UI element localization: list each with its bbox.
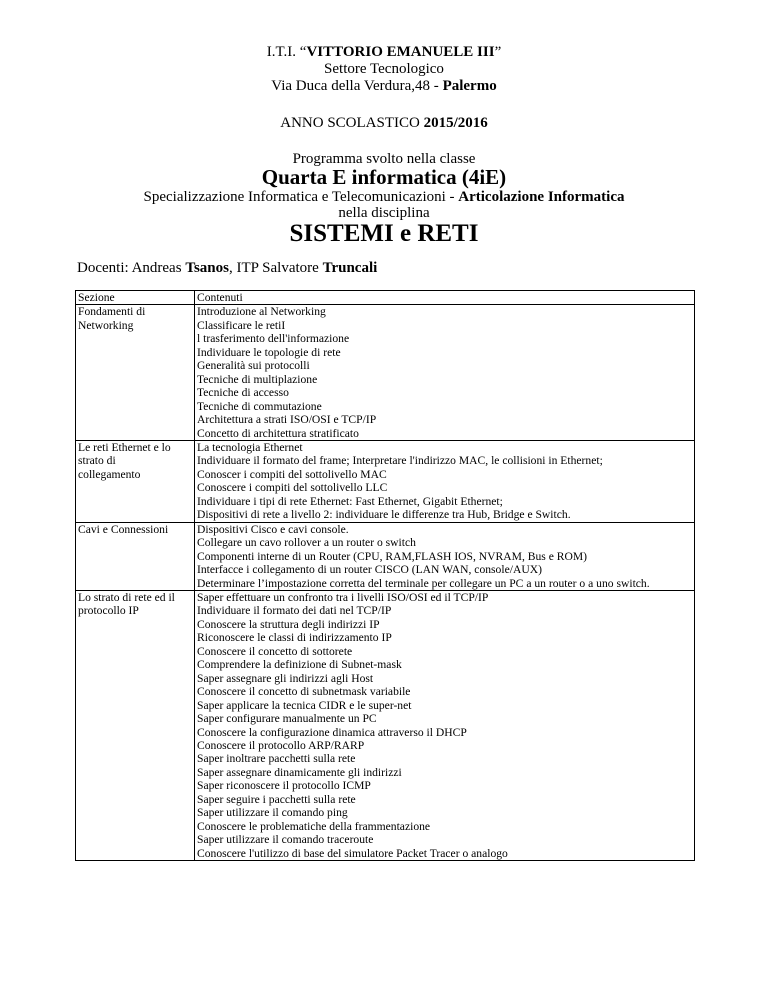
content-item: Individuare le topologie di rete <box>197 345 341 359</box>
address-city: Palermo <box>442 78 497 94</box>
address-line <box>0 78 768 95</box>
content-item: Saper inoltrare pacchetti sulla rete <box>197 752 356 766</box>
section-cell <box>76 590 195 860</box>
school-name: VITTORIO EMANUELE III <box>306 44 495 60</box>
school-year-value: 2015/2016 <box>423 115 488 131</box>
school-year-label: ANNO SCOLASTICO <box>280 115 424 131</box>
header-section-cell: Sezione <box>76 291 195 305</box>
content-item: Saper assegnare dinamicamente gli indirizzi <box>197 765 402 779</box>
content-item: Conoscer i compiti del sottolivello MAC <box>197 467 387 481</box>
content-item: Collegare un cavo rollover a un router o switch <box>197 536 416 550</box>
content-item: Tecniche di commutazione <box>197 399 322 413</box>
content-item: Dispositivi Cisco e cavi console. <box>197 522 349 536</box>
content-item: Conoscere l'utilizzo di base del simulatore Packet Tracer o analogo <box>197 846 508 860</box>
content-item: Riconoscere le classi di indirizzamento IP <box>197 631 392 645</box>
table-row <box>76 440 695 522</box>
content-item: Saper seguire i pacchetti sulla rete <box>197 792 356 806</box>
content-item: Classificare le retiI <box>197 318 286 332</box>
content-item: Introduzione al Networking <box>197 305 326 319</box>
program-table <box>75 290 695 861</box>
content-item: Determinare l’impostazione corretta del terminale per collegare un PC a un router o a uno switch. <box>197 576 650 590</box>
school-suffix: ” <box>494 44 502 60</box>
contents-cell <box>195 440 695 522</box>
content-item: Architettura a strati ISO/OSI e TCP/IP <box>197 413 377 427</box>
content-item: Interfacce i collegamento di un router CISCO (LAN WAN, console/AUX) <box>197 563 542 577</box>
content-item: Saper assegnare gli indirizzi agli Host <box>197 671 374 685</box>
discipline-title: SISTEMI e RETI <box>289 220 479 247</box>
content-item: Conoscere le problematiche della frammentazione <box>197 819 431 833</box>
teachers-middle: , ITP Salvatore <box>228 260 323 276</box>
table-header-row <box>76 291 695 305</box>
section-cell <box>76 305 195 441</box>
content-item: Concetto di architettura stratificato <box>197 426 359 440</box>
content-item: Individuare il formato del frame; Interpretare l'indirizzo MAC, le collisioni in Ethernet; <box>197 454 603 468</box>
content-item: Saper configurare manualmente un PC <box>197 712 377 726</box>
content-item: Tecniche di accesso <box>197 386 289 400</box>
specialization-line <box>0 189 768 206</box>
teachers-line <box>77 260 377 277</box>
content-item: Individuare i tipi di rete Ethernet: Fast Ethernet, Gigabit Ethernet; <box>197 494 503 508</box>
contents-cell <box>195 590 695 860</box>
header-contents-cell: Contenuti <box>195 291 695 305</box>
table-row <box>76 305 695 441</box>
table-row <box>76 590 695 860</box>
content-item: Generalità sui protocolli <box>197 359 310 373</box>
school-year-line <box>0 115 768 132</box>
content-item: Comprendere la definizione di Subnet-mask <box>197 658 402 672</box>
content-item: Saper riconoscere il protocollo ICMP <box>197 779 371 793</box>
specialization-articulation: Articolazione Informatica <box>458 189 625 205</box>
discipline-line: nella disciplina <box>338 205 430 221</box>
teacher1-surname: Tsanos <box>185 260 229 276</box>
section-text: Fondamenti di <box>78 305 146 319</box>
section-text: Le reti Ethernet e lo <box>78 440 171 454</box>
section-text: protocollo IP <box>78 604 139 618</box>
section-text: strato di <box>78 454 116 468</box>
section-cell <box>76 440 195 522</box>
school-line <box>0 44 768 61</box>
content-item: Saper effettuare un confronto tra i livelli ISO/OSI ed il TCP/IP <box>197 590 489 604</box>
address-street: Via Duca della Verdura,48 - <box>271 78 443 94</box>
specialization-prefix: Specializzazione Informatica e Telecomunicazioni - <box>143 189 459 205</box>
content-item: La tecnologia Ethernet <box>197 440 303 454</box>
teachers-prefix: Docenti: Andreas <box>77 260 186 276</box>
content-item: Conoscere il concetto di subnetmask variabile <box>197 685 411 699</box>
section-text: Networking <box>78 318 134 332</box>
content-item: Saper utilizzare il comando ping <box>197 806 348 820</box>
section-cell <box>76 522 195 590</box>
section-text: collegamento <box>78 467 141 481</box>
content-item: Conoscere i compiti del sottolivello LLC <box>197 481 388 495</box>
table-row <box>76 522 695 590</box>
contents-cell <box>195 305 695 441</box>
content-item: Conoscere la configurazione dinamica attraverso il DHCP <box>197 725 467 739</box>
section-text: Lo strato di rete ed il <box>78 590 175 604</box>
contents-cell <box>195 522 695 590</box>
content-item: Tecniche di multiplazione <box>197 372 318 386</box>
content-item: Conoscere il protocollo ARP/RARP <box>197 738 365 752</box>
content-item: Conoscere la struttura degli indirizzi IP <box>197 617 380 631</box>
program-line: Programma svolto nella classe <box>292 151 476 167</box>
content-item: Saper applicare la tecnica CIDR e le super-net <box>197 698 412 712</box>
sector-line: Settore Tecnologico <box>324 61 444 77</box>
content-item: Individuare il formato dei dati nel TCP/IP <box>197 604 392 618</box>
content-item: Conoscere il concetto di sottorete <box>197 644 353 658</box>
content-item: Componenti interne di un Router (CPU, RAM,FLASH IOS, NVRAM, Bus e ROM) <box>197 549 588 563</box>
class-title: Quarta E informatica (4iE) <box>261 165 507 189</box>
content-item: Saper utilizzare il comando traceroute <box>197 833 374 847</box>
section-text: Cavi e Connessioni <box>78 522 169 536</box>
school-prefix: I.T.I. “ <box>266 44 307 60</box>
teacher2-surname: Truncali <box>322 260 378 276</box>
content-item: Dispositivi di rete a livello 2: individuare le differenze tra Hub, Bridge e Switch. <box>197 508 571 522</box>
content-item: l trasferimento dell'informazione <box>197 332 350 346</box>
